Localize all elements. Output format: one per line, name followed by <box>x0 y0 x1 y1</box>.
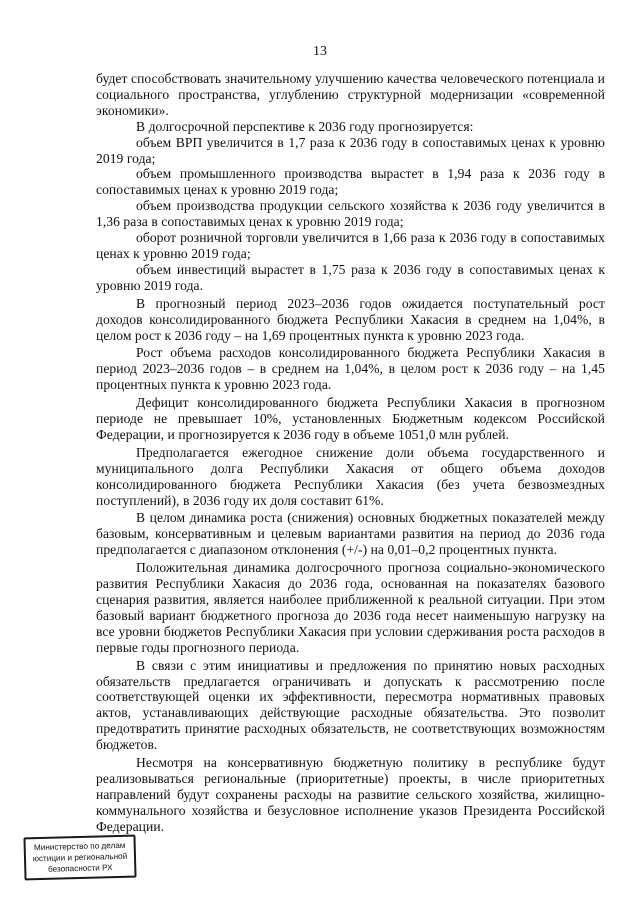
paragraph-regional-projects: Несмотря на консервативную бюджетную политику в республике будут реализовываться региональные (приоритетные) проекты, в числе приоритетных направлений будут сохранены расходы на развитие сельского хозяйства, жилищно-коммунального хозяйства и безусловное исполнение указов Президента Российской Федерации. <box>96 755 605 834</box>
paragraph-budget-deficit: Дефицит консолидированного бюджета Республики Хакасия в прогнозном периоде не превышает 10%, установленных Бюджетным кодексом Российской Федерации, и прогнозируется к 2036 году в объеме 1051,0 млн рублей. <box>96 395 605 442</box>
paragraph-continuation: будет способствовать значительному улучшению качества человеческого потенциала и социального пространства, углублению структурной модернизации «современной экономики». <box>96 71 605 118</box>
paragraph-forecast-agriculture: объем производства продукции сельского хозяйства к 2036 году увеличится в 1,36 раза в сопоставимых ценах к уровню 2019 года; <box>96 198 605 230</box>
paragraph-budget-expenses: Рост объема расходов консолидированного бюджета Республики Хакасия в период 2023–2036 годов – в среднем на 1,04%, в целом рост к 2036 году – на 1,45 процентных пункта к уровню 2023 года. <box>96 345 605 393</box>
paragraph-new-obligations: В связи с этим инициативы и предложения по принятию новых расходных обязательств предлагается ограничивать и допускать к рассмотрению после соответствующей оценки их эффективности, пересмотра нормативных правовых актов, устанавливающих действующие расходные обязательства. Это позволит предотвратить принятие расходных обязательств, не соответствующих возможностям бюджетов. <box>96 657 605 753</box>
paragraph-base-scenario: Положительная динамика долгосрочного прогноза социально-экономического развития Республики Хакасия до 2036 года, основанная на показателях базового сценария развития, является наиболее приближенной к реальной ситуации. При этом базовый вариант бюджетного прогноза до 2036 года несет наименьшую нагрузку на все уровни бюджетов Республики Хакасия при условии сдерживания роста расходов в первые годы прогнозного периода. <box>96 560 605 655</box>
stamp-line: Министерство по делам <box>33 840 126 853</box>
page-number: 13 <box>313 44 327 59</box>
paragraph-scenario-deviation: В целом динамика роста (снижения) основных бюджетных показателей между базовым, консервативным и целевым вариантами развития на период до 2036 года предполагается с диапазоном отклонения (+/-) на 0,01–0,2 процентных пункта. <box>96 510 605 558</box>
ministry-stamp <box>23 835 136 881</box>
stamp-line: безопасности РХ <box>47 863 113 874</box>
paragraph-forecast-intro: В долгосрочной перспективе к 2036 году прогнозируется: <box>136 118 474 134</box>
paragraph-forecast-retail: оборот розничной торговли увеличится в 1,66 раза к 2036 году в сопоставимых ценах к уровню 2019 года; <box>96 230 605 261</box>
paragraph-budget-revenue: В прогнозный период 2023–2036 годов ожидается поступательный рост доходов консолидированного бюджета Республики Хакасия в среднем на 1,04%, в целом рост к 2036 году – на 1,69 процентных пункта к уровню 2023 года. <box>96 295 605 343</box>
paragraph-forecast-grp: объем ВРП увеличится в 1,7 раза к 2036 году в сопоставимых ценах к уровню 2019 года; <box>96 134 605 166</box>
document-body <box>96 71 605 835</box>
paragraph-forecast-investment: объем инвестиций вырастет в 1,75 раза к 2036 году в сопоставимых ценах к уровню 2019 года. <box>96 261 605 293</box>
stamp-line: юстиции и региональной <box>32 851 128 864</box>
paragraph-forecast-industry: объем промышленного производства вырастет в 1,94 раза к 2036 году в сопоставимых ценах к уровню 2019 года; <box>96 166 605 198</box>
paragraph-public-debt: Предполагается ежегодное снижение доли объема государственного и муниципального долга Республики Хакасия от общего объема доходов консолидированного бюджета Республики Хакасия (без учета безвозмездных поступлений), в 2036 году их доля составит 61%. <box>96 444 605 508</box>
